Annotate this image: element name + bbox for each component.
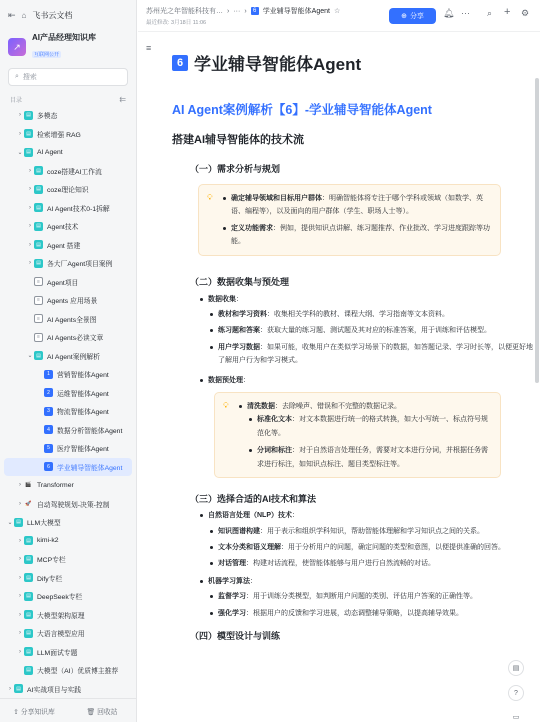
bullet-bold: 强化学习 [218, 609, 246, 617]
sidebar-item-label: Transformer [37, 481, 74, 489]
share-kb-label: 分享知识库 [20, 708, 55, 716]
folder-icon: ▤ [24, 666, 33, 675]
chevron-right-icon[interactable]: › [29, 241, 31, 248]
sidebar-bottom-bar [0, 698, 136, 722]
bullet-text: ：用于训练分类模型，如判断用户问题的类别、评估用户答案的正确性等。 [246, 593, 477, 601]
bullet-bold: 知识图谱构建 [218, 527, 260, 535]
sidebar-item-label: 物流智能体Agent [57, 409, 109, 417]
sidebar-item[interactable] [0, 550, 136, 569]
doc-title [172, 50, 534, 75]
search-doc-icon[interactable]: ⌕ [487, 8, 493, 18]
doc-title-text: 学业辅导智能体Agent [194, 55, 362, 74]
chevron-down-icon[interactable]: ⌄ [27, 353, 33, 360]
bullet-item [198, 509, 534, 522]
bullet-bold: 数据收集 [208, 295, 236, 303]
bullet-item [198, 575, 534, 588]
sidebar-item[interactable] [0, 439, 136, 458]
number-icon: 1 [44, 370, 53, 379]
chevron-right-icon[interactable]: › [29, 260, 31, 267]
chevron-right-icon[interactable]: › [29, 223, 31, 230]
more-options-icon[interactable]: ··· [461, 8, 470, 18]
comment-icon[interactable]: ▭ [508, 709, 524, 722]
folder-icon: ▤ [34, 240, 43, 249]
collapse-sidebar-icon[interactable]: ⇤ [8, 9, 16, 20]
sidebar-item-label: Agent项目 [47, 279, 79, 287]
sidebar-item-label: 各大厂Agent项目案例 [47, 261, 113, 269]
help-icon[interactable]: ? [508, 685, 524, 701]
bullet-text: ： [250, 577, 257, 585]
chevron-right-icon[interactable]: › [19, 611, 21, 618]
folder-icon: ▤ [34, 351, 43, 360]
folder-icon: ▤ [24, 555, 33, 564]
bullet-bold: 分词和标注 [257, 447, 292, 455]
scrollbar[interactable] [535, 78, 539, 383]
sidebar-item[interactable] [0, 254, 136, 273]
knowledge-base-header[interactable] [0, 30, 136, 64]
sidebar-item[interactable] [0, 310, 136, 329]
sidebar-item[interactable] [0, 199, 136, 218]
number-icon: 5 [44, 444, 53, 453]
sidebar-item[interactable] [0, 106, 136, 125]
folder-icon: ▤ [34, 222, 43, 231]
folder-icon: ▤ [34, 185, 43, 194]
bullet-bold: 对话管理 [218, 560, 246, 568]
sidebar-item[interactable] [0, 495, 136, 514]
folder-icon: ▤ [24, 111, 33, 120]
bullet-bold: 清洗数据 [247, 403, 275, 411]
sidebar-item-label: 大语言模型应用 [37, 631, 85, 639]
bullet-item [221, 192, 492, 219]
sidebar-item-label: 学业辅导智能体Agent [57, 464, 123, 472]
section-2-heading: （二）数据收集与预处理 [190, 276, 290, 287]
section-4-heading: （四）模型设计与训练 [190, 630, 281, 641]
sidebar-item-label: kimi-k2 [37, 537, 59, 545]
number-icon: 6 [44, 462, 53, 471]
sidebar-item[interactable] [0, 402, 136, 421]
search-icon: ⌕ [15, 73, 19, 80]
bullet-text: ：获取大量的练习题、测试题及其对应的标准答案，用于训练和评估模型。 [260, 327, 491, 335]
breadcrumb-separator: › [227, 7, 230, 15]
sidebar-item-label: 大模型（AI）优质博主推荐 [37, 668, 119, 676]
sidebar-item-label: DeepSeek专栏 [37, 594, 83, 602]
share-label: 分享 [409, 13, 424, 20]
sidebar-item[interactable] [0, 143, 136, 162]
bullet-bold: 数据预处理 [208, 376, 243, 384]
sidebar-item[interactable] [0, 532, 136, 551]
bullet-text: ：根据用户的反馈和学习进展，动态调整辅导策略，以提高辅导效果。 [246, 609, 463, 617]
directory-label: 目录 [10, 97, 23, 104]
sidebar-item-label: 营销智能体Agent [57, 372, 109, 380]
sidebar-item[interactable] [0, 421, 136, 440]
sidebar-item[interactable] [0, 328, 136, 347]
chevron-right-icon[interactable]: › [29, 167, 31, 174]
knowledge-base-tag: 互联网公开 [34, 52, 60, 58]
bullet-item [198, 293, 534, 306]
sidebar-item-label: Agents 应用场景 [47, 298, 98, 306]
chevron-right-icon[interactable]: › [19, 593, 21, 600]
directory-tree [0, 106, 136, 698]
clapper-icon: 🎬 [25, 482, 32, 489]
sidebar-item[interactable] [0, 180, 136, 199]
number-icon: 2 [44, 388, 53, 397]
home-icon[interactable]: ⌂ [21, 10, 27, 20]
sidebar-item-label: LLM面试专题 [37, 649, 78, 657]
sidebar-item-label: AI实战项目与实践 [27, 686, 81, 694]
chevron-right-icon[interactable]: › [19, 630, 21, 637]
heading-1: AI Agent案例解析【6】-学业辅导智能体Agent [172, 103, 432, 117]
callout-block [198, 184, 501, 256]
add-icon[interactable]: + [504, 6, 511, 18]
sidebar-item[interactable] [0, 125, 136, 144]
callout-block [214, 392, 501, 478]
sidebar-item[interactable] [0, 273, 136, 292]
folder-icon: ▤ [14, 684, 23, 693]
folder-icon: ▤ [34, 259, 43, 268]
heading-2: 搭建AI辅导智能体的技术流 [172, 134, 304, 146]
chevron-right-icon[interactable]: › [9, 685, 11, 692]
number-icon: 4 [44, 425, 53, 434]
bullet-bold: 确定辅导领域和目标用户群体 [231, 195, 322, 202]
bullet-bold: 定义功能需求 [231, 224, 273, 232]
bullet-bold: 练习题和答案 [218, 327, 260, 335]
folder-icon: ▤ [24, 536, 33, 545]
doc-number-icon: 6 [251, 7, 259, 15]
trash-button[interactable]: 🗑 回收站 [86, 708, 118, 716]
document-icon: ≡ [34, 314, 43, 323]
chevron-right-icon[interactable]: › [19, 112, 21, 119]
folder-icon: ▤ [24, 573, 33, 582]
chevron-down-icon[interactable]: ⌄ [7, 519, 13, 526]
rocket-icon: 🚀 [25, 500, 32, 507]
sidebar-item-label: 大模型架构原理 [37, 612, 85, 620]
chevron-right-icon[interactable]: › [19, 556, 21, 563]
bullet-bold: 监督学习 [218, 593, 246, 601]
breadcrumb-root[interactable]: 苏州光之年智能科技有… [146, 8, 223, 15]
chevron-down-icon[interactable]: ⌄ [17, 149, 23, 156]
sidebar-item[interactable] [0, 643, 136, 662]
directory-header [0, 92, 136, 106]
doc-content [138, 33, 540, 722]
sidebar-item-label: Agent 搭建 [47, 242, 81, 250]
outline-menu-icon[interactable]: ≡ [146, 43, 152, 53]
bullet-text: ： [292, 512, 299, 520]
sidebar-item[interactable] [4, 458, 132, 477]
sidebar-item-label: AI Agents必读文章 [47, 335, 104, 343]
bullet-bold: 教材和学习资料 [218, 311, 267, 319]
bullet-item [208, 607, 534, 620]
doc-header [138, 0, 540, 32]
sidebar-item[interactable] [0, 513, 136, 532]
folder-icon: ▤ [14, 518, 23, 527]
sidebar-item-label: 数据分析智能体Agent [57, 427, 123, 435]
folder-icon: ▤ [24, 647, 33, 656]
bullet-item [247, 444, 492, 471]
bullet-bold: 用户学习数据 [218, 343, 260, 351]
bullet-item [208, 308, 534, 321]
sidebar-item-label: AI Agent [37, 148, 63, 156]
share-button[interactable] [389, 8, 436, 24]
knowledge-base-name: AI产品经理知识库 [32, 33, 96, 42]
bullet-text: ：对文本数据进行统一的格式转换，如大小写统一、标点符号规范化等。 [257, 416, 488, 437]
sidebar-item[interactable] [0, 236, 136, 255]
bullet-text: ：对于自然语言处理任务，需要对文本进行分词，并根据任务需求进行标注，如知识点标注、题目类型标注等。 [257, 447, 488, 468]
sidebar-item[interactable] [0, 569, 136, 588]
chevron-right-icon[interactable]: › [29, 186, 31, 193]
bullet-item [198, 374, 534, 387]
bullet-text: ：如果可能，收集用户在类似学习场景下的数据，如答题记录、学习时长等，以便更好地了解用户行为和学习模式。 [218, 343, 533, 365]
bullet-item [208, 541, 534, 554]
sidebar-item-label: 检索增强 RAG [37, 131, 81, 139]
knowledge-base-logo-icon: ↗ [8, 38, 26, 56]
folder-icon: ▤ [34, 166, 43, 175]
sidebar-top-bar [0, 0, 136, 30]
bullet-text: ：用于分析用户的问题，确定问题的类型和意图，以便提供准确的回答。 [281, 543, 505, 551]
bullet-item [237, 400, 492, 413]
bullet-text: ：构建对话流程，使智能体能够与用户进行自然流畅的对话。 [246, 560, 435, 568]
sidebar-item-label: Dify专栏 [37, 575, 63, 583]
title-number-icon: 6 [172, 55, 188, 71]
sidebar-item-label: LLM大模型 [27, 520, 61, 528]
folder-icon: ▤ [24, 610, 33, 619]
sidebar-item[interactable] [0, 347, 136, 366]
lightbulb-icon: 💡︎ [207, 193, 213, 202]
bullet-text: ：例如，提供知识点讲解、练习题推荐、作业批改、学习进度跟踪等功能。 [231, 224, 490, 246]
bullet-text: ：收集相关学科的教材、课程大纲、学习指南等文本资料。 [267, 311, 449, 319]
globe-icon: ⊕ [401, 13, 407, 20]
sidebar-item[interactable] [0, 384, 136, 403]
search-placeholder: 搜索 [22, 74, 37, 81]
folder-icon: ▤ [24, 148, 33, 157]
sidebar-item-label: 自动驾驶规划-决策-控制 [37, 501, 110, 509]
bullet-text: ：用于表示和组织学科知识，帮助智能体理解和学习知识点之间的关系。 [260, 527, 484, 535]
last-modified: 最近修改: 3月18日 11:06 [146, 20, 207, 26]
chevron-right-icon[interactable]: › [19, 130, 21, 137]
sidebar-item-label: coze理论知识 [47, 187, 89, 195]
chevron-right-icon[interactable]: › [19, 648, 21, 655]
sidebar-item-label: AI Agent技术0-1拆解 [47, 205, 110, 213]
bullet-bold: 标准化文本 [257, 416, 292, 424]
sidebar-item[interactable] [0, 624, 136, 643]
chevron-right-icon[interactable]: › [19, 482, 21, 489]
folder-icon: ▤ [24, 129, 33, 138]
bullet-item [208, 525, 534, 538]
section-3-heading: （三）选择合适的AI技术和算法 [190, 494, 317, 505]
favorite-star-icon[interactable]: ☆ [333, 8, 341, 15]
collapse-all-icon[interactable]: ⇇ [119, 94, 126, 104]
number-icon: 3 [44, 407, 53, 416]
bullet-text: ：去除噪声、错误和不完整的数据记录。 [275, 403, 401, 411]
bullet-item [208, 590, 534, 603]
sidebar [0, 0, 137, 722]
bullet-item [221, 222, 492, 249]
sidebar-item[interactable] [0, 365, 136, 384]
document-icon: ≡ [34, 296, 43, 305]
bullet-text: ： [243, 376, 250, 384]
home-link[interactable]: 飞书云文档 [32, 10, 73, 20]
bullet-item [208, 324, 534, 337]
bullet-bold: 文本分类和语义理解 [218, 543, 281, 551]
sidebar-item[interactable] [0, 661, 136, 680]
doc-info-icon[interactable]: ▤ [508, 660, 524, 676]
breadcrumb-more[interactable]: ··· [233, 7, 241, 15]
chevron-right-icon[interactable]: › [29, 204, 31, 211]
section-1-heading: （一）需求分析与规划 [190, 164, 281, 174]
bullet-item [208, 341, 534, 368]
trash-label: 回收站 [97, 708, 118, 716]
notification-bell-icon[interactable]: 🔔︎ [443, 8, 455, 18]
sidebar-item[interactable] [0, 291, 136, 310]
sidebar-item-label: AI Agents全景图 [47, 316, 97, 324]
sidebar-item-label: Agent技术 [47, 224, 79, 232]
sidebar-item-label: 医疗智能体Agent [57, 446, 109, 454]
settings-gear-icon[interactable]: ⚙ [521, 8, 530, 18]
doc-page [172, 33, 534, 642]
share-kb-button[interactable]: ⇪ 分享知识库 [13, 708, 55, 716]
search-input[interactable] [8, 68, 128, 86]
chevron-right-icon[interactable]: › [19, 500, 21, 507]
sidebar-item-label: coze搭建AI工作流 [47, 168, 102, 176]
sidebar-item[interactable] [0, 606, 136, 625]
bullet-item [208, 557, 534, 570]
breadcrumb-current[interactable]: 学业辅导智能体Agent [262, 8, 330, 15]
folder-icon: ▤ [34, 203, 43, 212]
breadcrumb [146, 6, 340, 16]
sidebar-item[interactable] [0, 217, 136, 236]
breadcrumb-separator: › [244, 7, 247, 15]
document-icon: ≡ [34, 277, 43, 286]
folder-icon: ▤ [24, 629, 33, 638]
bullet-text: ：明确智能体将专注于哪个学科或领域（如数学、英语、编程等），以及面向的用户群体（学生、职场人士等）。 [231, 195, 483, 216]
sidebar-item-label: 多模态 [37, 113, 58, 121]
sidebar-item[interactable] [0, 162, 136, 181]
bullet-item [247, 413, 492, 440]
bullet-bold: 自然语言处理（NLP）技术 [208, 512, 292, 520]
document-icon: ≡ [34, 333, 43, 342]
folder-icon: ▤ [24, 592, 33, 601]
chevron-right-icon[interactable]: › [19, 574, 21, 581]
sidebar-item-label: 运维智能体Agent [57, 390, 109, 398]
bullet-text: ： [236, 295, 243, 303]
sidebar-item[interactable] [0, 476, 136, 495]
sidebar-item-label: MCP专栏 [37, 557, 66, 565]
sidebar-item[interactable] [0, 680, 136, 699]
sidebar-item-label: AI Agent案例解析 [47, 353, 100, 361]
chevron-right-icon[interactable]: › [19, 537, 21, 544]
bullet-bold: 机器学习算法 [208, 577, 250, 585]
lightbulb-icon: 💡︎ [223, 401, 229, 411]
sidebar-item[interactable] [0, 587, 136, 606]
